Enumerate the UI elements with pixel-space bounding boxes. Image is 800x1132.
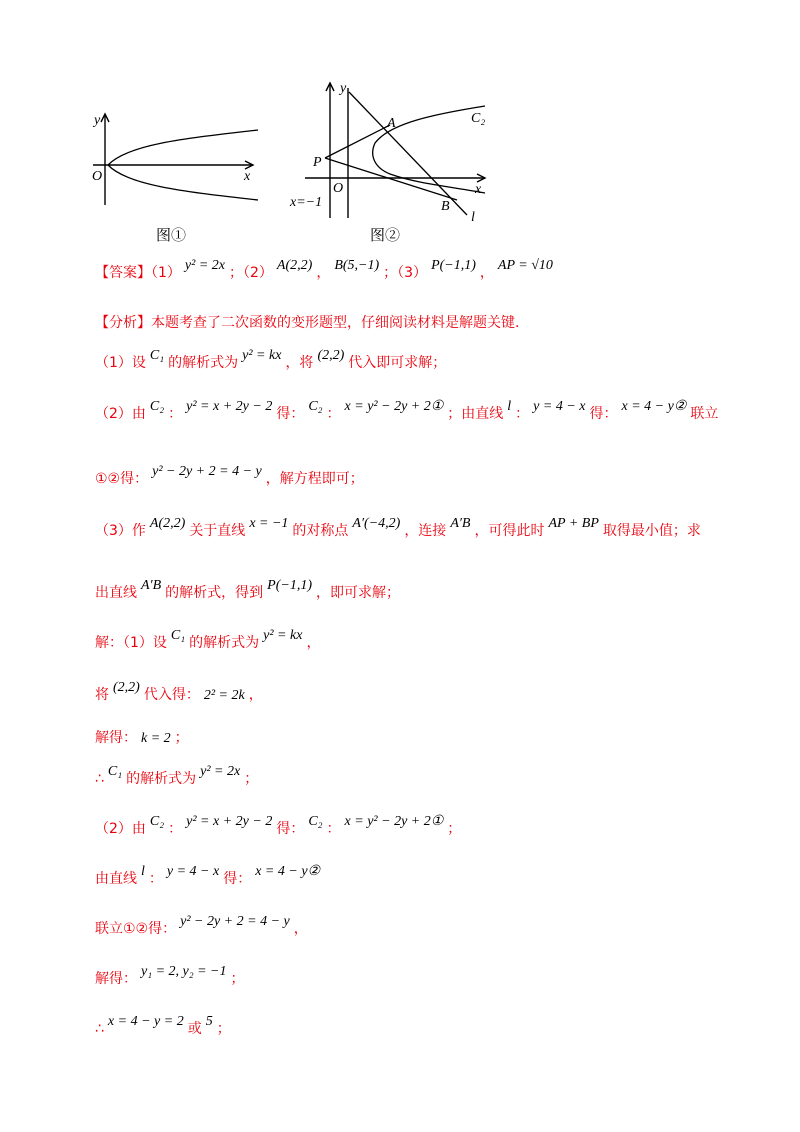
solution-step-5: （2）由 C₂ ： y² = x + 2y − 2 得： C₂ ： x = y² − 2y + 2① ； <box>95 814 462 837</box>
curve-c2-label: C₂ <box>471 111 486 126</box>
solution-step-8: 解得： y₁ = 2, y₂ = −1 ； <box>95 964 245 987</box>
y-axis-label-2: y <box>340 81 347 96</box>
analysis-step-3: （3）作 A(2,2) 关于直线 x = −1 的对称点 A′(−4,2) ，连接 A′B ，可得此时 AP + BP 取得最小值；求 <box>95 516 701 539</box>
figure-2-caption: 图② <box>370 226 401 244</box>
solution-step-6: 由直线 l ： y = 4 − x 得： x = 4 − y② <box>95 864 321 887</box>
solution-step-9: ∴ x = 4 − y = 2 或 5 ； <box>95 1014 231 1037</box>
x-axis-label-2: x <box>475 182 482 197</box>
solution-step-7: 联立①②得： y² − 2y + 2 = 4 − y ， <box>95 914 308 937</box>
figure-1 <box>88 110 268 210</box>
figure-1-caption: 图① <box>156 226 187 244</box>
analysis-line: 【分析】本题考查了二次函数的变形题型，仔细阅读材料是解题关键. <box>95 315 520 331</box>
solution-step-4: ∴ C₁ 的解析式为 y² = 2x ； <box>95 764 259 787</box>
solution-step-3: 解得： k = 2 ； <box>95 730 189 746</box>
answer-line: 【答案】（1） y² = 2x ；（2） A(2,2) ， B(5,−1) ；（3） P(−1,1) ， AP = √10 <box>95 258 553 281</box>
line-x-eq-label: x=−1 <box>290 195 323 210</box>
analysis-step-1: （1）设 C₁ 的解析式为 y² = kx ，将 (2,2) 代入即可求解； <box>95 348 447 371</box>
figure-2 <box>285 78 495 228</box>
solution-step-1: 解：（1）设 C₁ 的解析式为 y² = kx ， <box>95 628 321 651</box>
origin-label-2: O <box>333 181 344 196</box>
analysis-step-3b: 出直线 A′B 的解析式，得到 P(−1,1) ，即可求解； <box>95 578 400 601</box>
point-a-label: A <box>387 116 396 131</box>
solution-step-2: 将 (2,2) 代入得： 2² = 2k ， <box>95 680 263 703</box>
point-p-label: P <box>313 155 322 170</box>
analysis-step-2b: ①②得： y² − 2y + 2 = 4 − y ，解方程即可； <box>95 464 364 487</box>
analysis-step-2: （2）由 C₂ ： y² = x + 2y − 2 得： C₂ ： x = y² − 2y + 2① ；由直线 l ： y = 4 − x 得： x = 4 − y② 联立 <box>95 399 719 422</box>
origin-label: O <box>92 169 103 184</box>
line-l-label: l <box>471 210 475 225</box>
x-axis-label: x <box>244 169 251 184</box>
y-axis-label: y <box>94 113 101 128</box>
point-b-label: B <box>441 199 450 214</box>
